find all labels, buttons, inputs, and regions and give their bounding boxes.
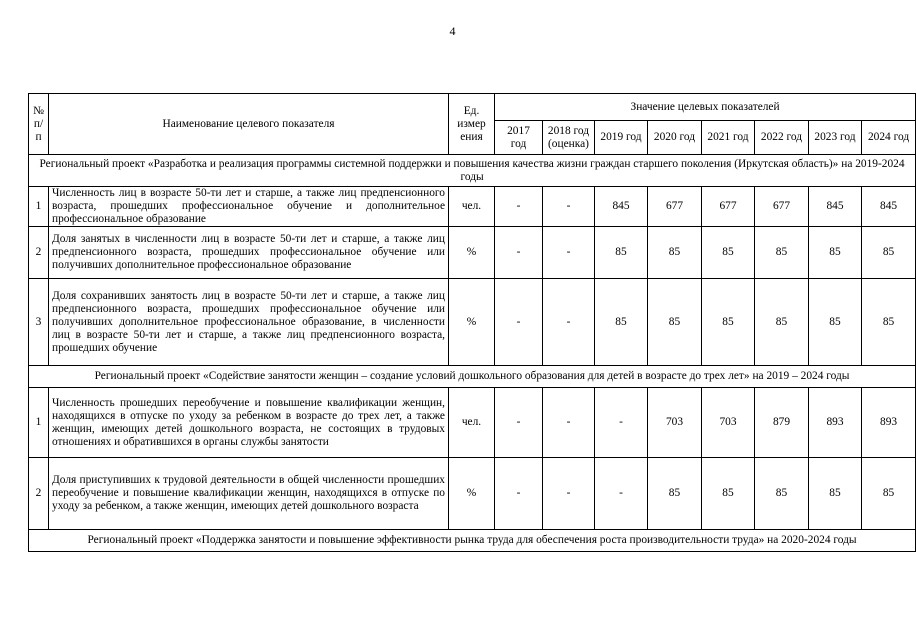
header-num: № п/п (29, 94, 49, 155)
section-row (29, 366, 916, 388)
value-cell: 85 (595, 227, 648, 279)
value-cell: 677 (648, 187, 702, 227)
unit: чел. (449, 187, 495, 227)
header-year: 2019 год (595, 121, 648, 155)
section-title: Региональный проект «Разработка и реализация программы системной поддержки и повышения качества жизни граждан старшего поколения (Иркутская область)» на 2019-2024 годы (29, 155, 916, 187)
value-cell: - (543, 227, 595, 279)
target-indicators-table (28, 93, 916, 552)
header-name: Наименование целевого показателя (49, 94, 449, 155)
value-cell: - (543, 458, 595, 530)
value-cell: 703 (702, 388, 755, 458)
table-row (29, 187, 916, 227)
table-row (29, 279, 916, 366)
header-year: 2024 год (862, 121, 916, 155)
value-cell: 845 (595, 187, 648, 227)
value-cell: 85 (809, 458, 862, 530)
value-cell: - (495, 227, 543, 279)
value-cell: 893 (862, 388, 916, 458)
header-year: 2018 год (оценка) (543, 121, 595, 155)
value-cell: 85 (702, 458, 755, 530)
value-cell: - (495, 388, 543, 458)
section-row (29, 530, 916, 552)
page-number: 4 (449, 24, 456, 38)
value-cell: - (495, 458, 543, 530)
value-cell: - (595, 388, 648, 458)
unit: % (449, 227, 495, 279)
value-cell: - (543, 279, 595, 366)
row-number: 1 (29, 388, 49, 458)
row-number: 2 (29, 227, 49, 279)
unit: чел. (449, 388, 495, 458)
value-cell: 85 (702, 227, 755, 279)
row-number: 1 (29, 187, 49, 227)
indicator-name: Доля сохранивших занятость лиц в возрасте 50-ти лет и старше, а также лиц предпенсионного возраста, прошедших профессиональное обучение или получивших дополнительное профессиональное образование, в численности лиц в возрасте 50-ти лет и старше, а также лиц предпенсионного возраста, прошедших обучение (49, 279, 449, 366)
value-cell: 85 (595, 279, 648, 366)
value-cell: 85 (862, 279, 916, 366)
value-cell: 85 (809, 279, 862, 366)
indicator-name: Численность лиц в возрасте 50-ти лет и старше, а также лиц предпенсионного возраста, прошедших профессиональное обучение и дополнительное профессиональное образование (49, 187, 449, 227)
value-cell: - (543, 388, 595, 458)
indicator-name: Доля приступивших к трудовой деятельности в общей численности прошедших переобучение и повышение квалификации женщин, находящихся в отпуске по уходу за ребенком, а также женщин, имеющих детей дошкольного возраста (49, 458, 449, 530)
section-title: Региональный проект «Поддержка занятости и повышение эффективности рынка труда для обеспечения роста производительности труда» на 2020-2024 годы (29, 530, 916, 552)
value-cell: 703 (648, 388, 702, 458)
header-year: 2023 год (809, 121, 862, 155)
value-cell: 85 (648, 279, 702, 366)
value-cell: 85 (809, 227, 862, 279)
header-year: 2022 год (755, 121, 809, 155)
header-year: 2021 год (702, 121, 755, 155)
value-cell: 845 (862, 187, 916, 227)
value-cell: 85 (648, 458, 702, 530)
value-cell: 85 (648, 227, 702, 279)
section-title: Региональный проект «Содействие занятости женщин – создание условий дошкольного образования для детей в возрасте до трех лет» на 2019 – 2024 годы (29, 366, 916, 388)
value-cell: 893 (809, 388, 862, 458)
value-cell: 85 (702, 279, 755, 366)
table-row (29, 458, 916, 530)
table-row (29, 388, 916, 458)
value-cell: 845 (809, 187, 862, 227)
value-cell: 879 (755, 388, 809, 458)
indicator-name: Численность прошедших переобучение и повышение квалификации женщин, находящихся в отпуске по уходу за ребенком в возрасте до трех лет, а также женщин, имеющих детей дошкольного возраста, не состоящих в трудовых отношениях и обратившихся в органы службы занятости (49, 388, 449, 458)
value-cell: 85 (755, 458, 809, 530)
row-number: 2 (29, 458, 49, 530)
value-cell: 677 (702, 187, 755, 227)
header-values-group: Значение целевых показателей (495, 94, 916, 121)
value-cell: 85 (755, 227, 809, 279)
header-year: 2017 год (495, 121, 543, 155)
value-cell: 85 (755, 279, 809, 366)
unit: % (449, 279, 495, 366)
value-cell: 85 (862, 458, 916, 530)
header-unit: Ед. измер ения (449, 94, 495, 155)
value-cell: - (595, 458, 648, 530)
indicator-name: Доля занятых в численности лиц в возрасте 50-ти лет и старше, а также лиц предпенсионного возраста, прошедших профессиональное обучение или получивших дополнительное профессиональное образование (49, 227, 449, 279)
unit: % (449, 458, 495, 530)
value-cell: - (543, 187, 595, 227)
value-cell: 85 (862, 227, 916, 279)
table-row (29, 227, 916, 279)
row-number: 3 (29, 279, 49, 366)
value-cell: - (495, 279, 543, 366)
value-cell: 677 (755, 187, 809, 227)
section-row (29, 155, 916, 187)
value-cell: - (495, 187, 543, 227)
header-year: 2020 год (648, 121, 702, 155)
